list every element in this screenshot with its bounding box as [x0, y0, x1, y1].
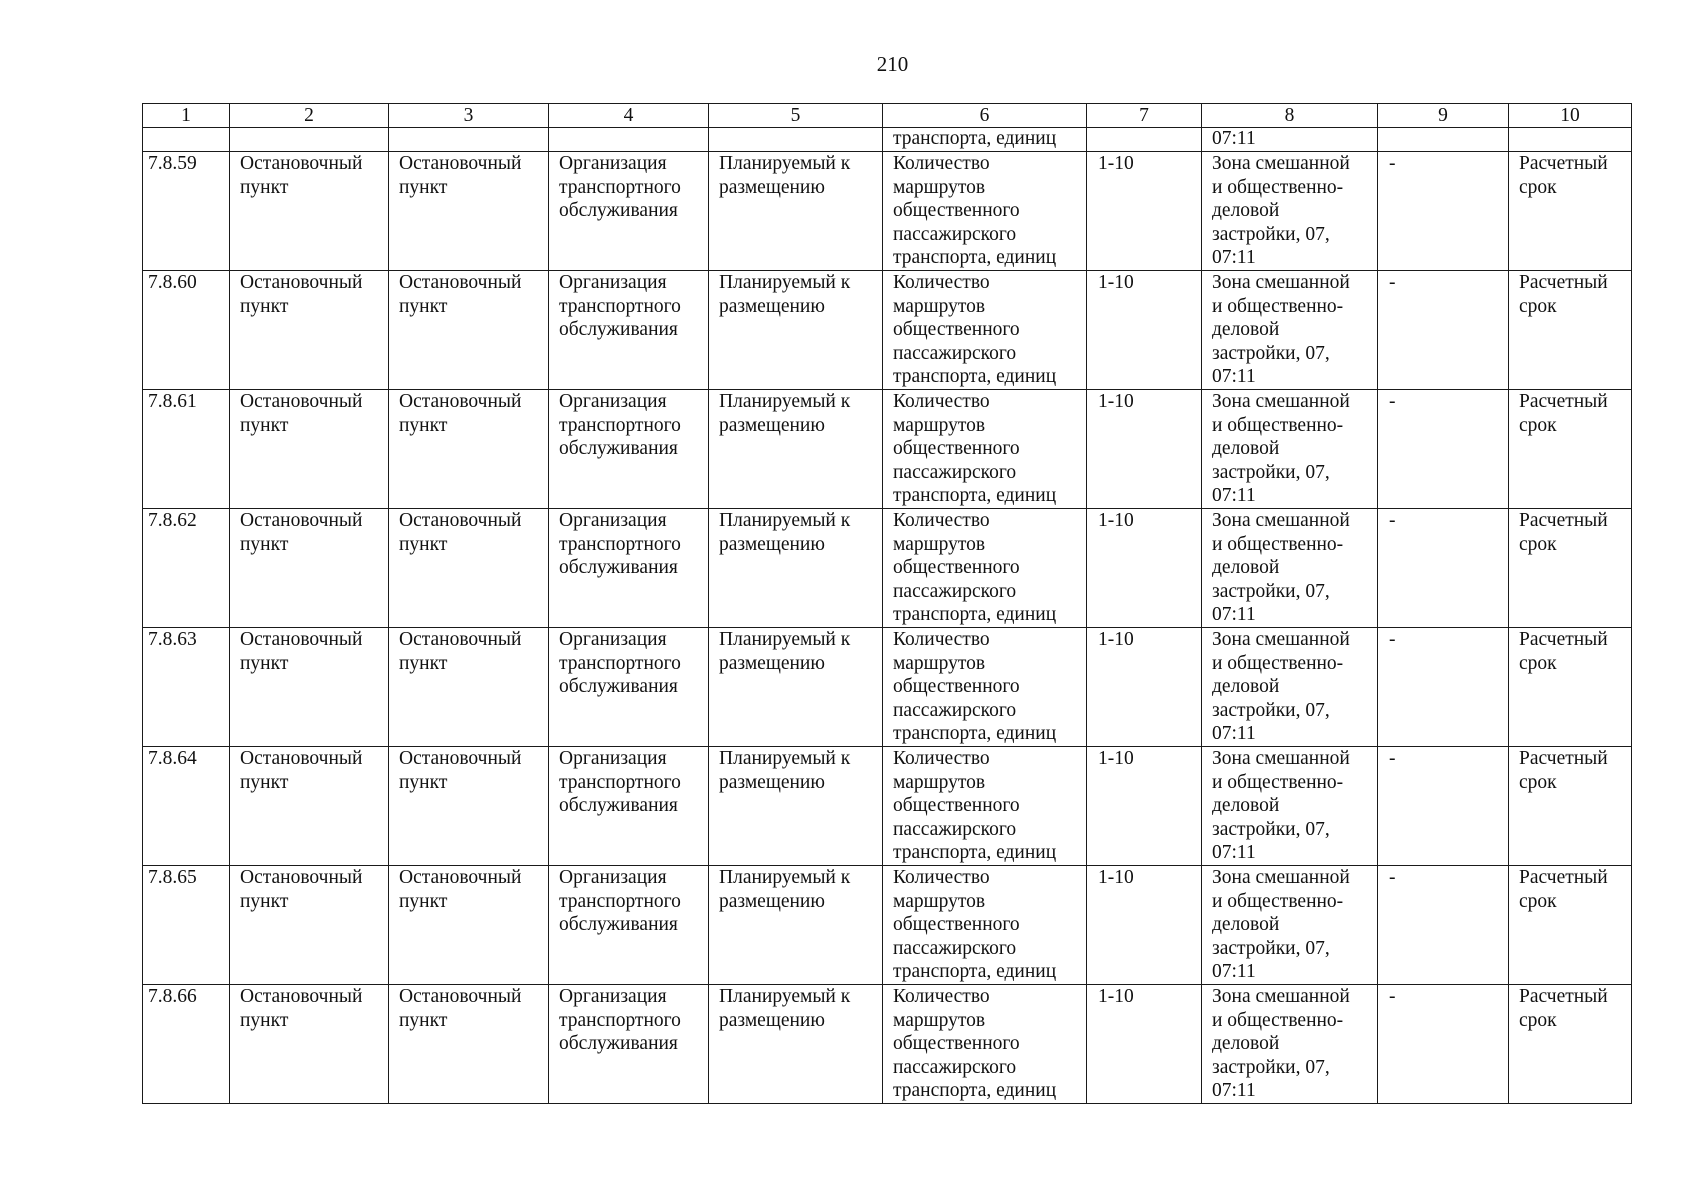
- term-cell: [1509, 628, 1632, 747]
- value-cell-text: 1-10: [1098, 391, 1134, 412]
- zone-cell: [1202, 747, 1378, 866]
- row-number-cell: [143, 866, 230, 985]
- term-cell: [1509, 509, 1632, 628]
- purpose-cell-text: Организация транспортного обслуживания: [559, 510, 681, 578]
- object-name-cell-text: Остановочный пункт: [399, 629, 522, 674]
- object-name-cell: [389, 628, 549, 747]
- column-header: 6: [883, 104, 1087, 128]
- status-cell-text: Планируемый к размещению: [719, 391, 851, 436]
- purpose-cell-text: Организация транспортного обслуживания: [559, 867, 681, 935]
- table-row: [143, 271, 1632, 390]
- characteristic-cell: [883, 985, 1087, 1104]
- object-type-cell: [230, 747, 389, 866]
- security-zone-cell-text: -: [1389, 153, 1396, 174]
- table-row: [143, 390, 1632, 509]
- zone-cell-text: Зона смешанной и общественно- деловой застройки, 07, 07:11: [1212, 153, 1350, 268]
- status-cell-text: Планируемый к размещению: [719, 986, 851, 1031]
- row-number-cell-text: 7.8.62: [148, 510, 197, 531]
- row-number-cell: [143, 152, 230, 271]
- value-cell-text: 1-10: [1098, 153, 1134, 174]
- object-name-cell-text: Остановочный пункт: [399, 510, 522, 555]
- status-cell: [709, 509, 883, 628]
- status-cell-text: Планируемый к размещению: [719, 153, 851, 198]
- characteristic-cell: [883, 628, 1087, 747]
- zone-cell: [1202, 509, 1378, 628]
- zone-cell: [1202, 628, 1378, 747]
- security-zone-cell: [1378, 866, 1509, 985]
- characteristic-cell-text: Количество маршрутов общественного пассажирского транспорта, единиц: [893, 629, 1057, 744]
- table-cell: [549, 128, 709, 152]
- characteristic-cell: [883, 390, 1087, 509]
- object-type-cell: [230, 152, 389, 271]
- status-cell-text: Планируемый к размещению: [719, 867, 851, 912]
- purpose-cell-text: Организация транспортного обслуживания: [559, 629, 681, 697]
- zone-cell-text: Зона смешанной и общественно- деловой застройки, 07, 07:11: [1212, 986, 1350, 1101]
- status-cell: [709, 152, 883, 271]
- term-cell: [1509, 866, 1632, 985]
- objects-table: [142, 103, 1632, 1104]
- table-row: [143, 747, 1632, 866]
- status-cell-text: Планируемый к размещению: [719, 510, 851, 555]
- purpose-cell: [549, 985, 709, 1104]
- table-cell: [1087, 128, 1202, 152]
- term-cell-text: Расчетный срок: [1519, 867, 1608, 912]
- object-type-cell-text: Остановочный пункт: [240, 629, 363, 674]
- table-row: [143, 628, 1632, 747]
- security-zone-cell: [1378, 985, 1509, 1104]
- purpose-cell: [549, 628, 709, 747]
- purpose-cell: [549, 747, 709, 866]
- characteristic-cell-text: Количество маршрутов общественного пассажирского транспорта, единиц: [893, 272, 1057, 387]
- row-number-cell-text: 7.8.65: [148, 867, 197, 888]
- characteristic-cell: [883, 866, 1087, 985]
- row-number-cell-text: 7.8.61: [148, 391, 197, 412]
- characteristic-cell: [883, 271, 1087, 390]
- term-cell: [1509, 390, 1632, 509]
- object-name-cell-text: Остановочный пункт: [399, 391, 522, 436]
- row-number-cell: [143, 509, 230, 628]
- characteristic-cell: [883, 747, 1087, 866]
- value-cell: [1087, 390, 1202, 509]
- object-type-cell: [230, 628, 389, 747]
- row-number-cell-text: 7.8.59: [148, 153, 197, 174]
- page-number: 210: [876, 52, 909, 76]
- characteristic-cell-text: Количество маршрутов общественного пассажирского транспорта, единиц: [893, 153, 1057, 268]
- value-cell-text: 1-10: [1098, 748, 1134, 769]
- object-type-cell-text: Остановочный пункт: [240, 748, 363, 793]
- status-cell: [709, 866, 883, 985]
- table-cell: [709, 128, 883, 152]
- table-cell: [143, 128, 230, 152]
- column-header: 5: [709, 104, 883, 128]
- purpose-cell-text: Организация транспортного обслуживания: [559, 153, 681, 221]
- characteristic-cell-text: Количество маршрутов общественного пассажирского транспорта, единиц: [893, 510, 1057, 625]
- object-name-cell: [389, 866, 549, 985]
- purpose-cell: [549, 152, 709, 271]
- security-zone-cell: [1378, 509, 1509, 628]
- object-type-cell-text: Остановочный пункт: [240, 272, 363, 317]
- status-cell: [709, 747, 883, 866]
- zone-cell-text: Зона смешанной и общественно- деловой застройки, 07, 07:11: [1212, 629, 1350, 744]
- value-cell: [1087, 509, 1202, 628]
- table-row: [143, 866, 1632, 985]
- table-cell: [389, 128, 549, 152]
- security-zone-cell: [1378, 152, 1509, 271]
- row-number-cell-text: 7.8.64: [148, 748, 197, 769]
- column-header: 8: [1202, 104, 1378, 128]
- object-type-cell: [230, 866, 389, 985]
- status-cell-text: Планируемый к размещению: [719, 748, 851, 793]
- table-cell: [1509, 128, 1632, 152]
- term-cell: [1509, 271, 1632, 390]
- purpose-cell: [549, 390, 709, 509]
- object-type-cell-text: Остановочный пункт: [240, 986, 363, 1031]
- object-name-cell-text: Остановочный пункт: [399, 986, 522, 1031]
- value-cell: [1087, 628, 1202, 747]
- table-cell: транспорта, единиц: [883, 128, 1087, 152]
- purpose-cell-text: Организация транспортного обслуживания: [559, 272, 681, 340]
- purpose-cell-text: Организация транспортного обслуживания: [559, 748, 681, 816]
- zone-cell-text: Зона смешанной и общественно- деловой застройки, 07, 07:11: [1212, 510, 1350, 625]
- object-type-cell-text: Остановочный пункт: [240, 510, 363, 555]
- row-number-cell: [143, 985, 230, 1104]
- column-header: 3: [389, 104, 549, 128]
- table-cell: 07:11: [1202, 128, 1378, 152]
- value-cell-text: 1-10: [1098, 510, 1134, 531]
- security-zone-cell-text: -: [1389, 510, 1396, 531]
- characteristic-cell-text: Количество маршрутов общественного пассажирского транспорта, единиц: [893, 986, 1057, 1101]
- purpose-cell: [549, 509, 709, 628]
- term-cell: [1509, 747, 1632, 866]
- object-type-cell-text: Остановочный пункт: [240, 153, 363, 198]
- object-type-cell-text: Остановочный пункт: [240, 867, 363, 912]
- row-number-cell-text: 7.8.60: [148, 272, 197, 293]
- security-zone-cell: [1378, 271, 1509, 390]
- object-type-cell: [230, 985, 389, 1104]
- status-cell: [709, 628, 883, 747]
- term-cell-text: Расчетный срок: [1519, 510, 1608, 555]
- column-header: 2: [230, 104, 389, 128]
- status-cell: [709, 985, 883, 1104]
- object-name-cell: [389, 271, 549, 390]
- term-cell: [1509, 985, 1632, 1104]
- characteristic-cell: [883, 509, 1087, 628]
- row-number-cell-text: 7.8.63: [148, 629, 197, 650]
- security-zone-cell-text: -: [1389, 391, 1396, 412]
- security-zone-cell: [1378, 747, 1509, 866]
- object-name-cell: [389, 509, 549, 628]
- value-cell: [1087, 985, 1202, 1104]
- status-cell-text: Планируемый к размещению: [719, 629, 851, 674]
- object-type-cell: [230, 271, 389, 390]
- security-zone-cell-text: -: [1389, 629, 1396, 650]
- value-cell: [1087, 866, 1202, 985]
- purpose-cell-text: Организация транспортного обслуживания: [559, 391, 681, 459]
- zone-cell-text: Зона смешанной и общественно- деловой застройки, 07, 07:11: [1212, 272, 1350, 387]
- table-cell: [1378, 128, 1509, 152]
- zone-cell: [1202, 985, 1378, 1104]
- value-cell: [1087, 152, 1202, 271]
- purpose-cell-text: Организация транспортного обслуживания: [559, 986, 681, 1054]
- value-cell: [1087, 271, 1202, 390]
- table-row: [143, 509, 1632, 628]
- term-cell-text: Расчетный срок: [1519, 391, 1608, 436]
- status-cell: [709, 390, 883, 509]
- value-cell-text: 1-10: [1098, 272, 1134, 293]
- zone-cell: [1202, 152, 1378, 271]
- security-zone-cell-text: -: [1389, 748, 1396, 769]
- zone-cell-text: Зона смешанной и общественно- деловой застройки, 07, 07:11: [1212, 748, 1350, 863]
- row-number-cell-text: 7.8.66: [148, 986, 197, 1007]
- zone-cell-text: Зона смешанной и общественно- деловой застройки, 07, 07:11: [1212, 391, 1350, 506]
- object-type-cell-text: Остановочный пункт: [240, 391, 363, 436]
- value-cell: [1087, 747, 1202, 866]
- object-type-cell: [230, 509, 389, 628]
- value-cell-text: 1-10: [1098, 986, 1134, 1007]
- object-name-cell-text: Остановочный пункт: [399, 867, 522, 912]
- zone-cell: [1202, 866, 1378, 985]
- object-name-cell-text: Остановочный пункт: [399, 748, 522, 793]
- term-cell-text: Расчетный срок: [1519, 748, 1608, 793]
- table-row: [143, 985, 1632, 1104]
- row-number-cell: [143, 390, 230, 509]
- characteristic-cell-text: Количество маршрутов общественного пассажирского транспорта, единиц: [893, 867, 1057, 982]
- zone-cell: [1202, 390, 1378, 509]
- term-cell: [1509, 152, 1632, 271]
- column-header: 7: [1087, 104, 1202, 128]
- value-cell-text: 1-10: [1098, 629, 1134, 650]
- term-cell-text: Расчетный срок: [1519, 986, 1608, 1031]
- row-number-cell: [143, 747, 230, 866]
- term-cell-text: Расчетный срок: [1519, 629, 1608, 674]
- column-number-row: [143, 104, 1632, 128]
- term-cell-text: Расчетный срок: [1519, 153, 1608, 198]
- object-type-cell: [230, 390, 389, 509]
- characteristic-cell-text: Количество маршрутов общественного пассажирского транспорта, единиц: [893, 391, 1057, 506]
- object-name-cell: [389, 152, 549, 271]
- object-name-cell-text: Остановочный пункт: [399, 272, 522, 317]
- characteristic-cell-text: Количество маршрутов общественного пассажирского транспорта, единиц: [893, 748, 1057, 863]
- column-header: 9: [1378, 104, 1509, 128]
- security-zone-cell-text: -: [1389, 867, 1396, 888]
- characteristic-cell: [883, 152, 1087, 271]
- status-cell: [709, 271, 883, 390]
- zone-cell: [1202, 271, 1378, 390]
- zone-cell-text: Зона смешанной и общественно- деловой застройки, 07, 07:11: [1212, 867, 1350, 982]
- object-name-cell-text: Остановочный пункт: [399, 153, 522, 198]
- column-header: 1: [143, 104, 230, 128]
- object-name-cell: [389, 747, 549, 866]
- row-number-cell: [143, 628, 230, 747]
- security-zone-cell-text: -: [1389, 986, 1396, 1007]
- purpose-cell: [549, 271, 709, 390]
- continuation-row: [143, 128, 1632, 152]
- column-header: 10: [1509, 104, 1632, 128]
- security-zone-cell: [1378, 628, 1509, 747]
- table-cell: [230, 128, 389, 152]
- security-zone-cell-text: -: [1389, 272, 1396, 293]
- term-cell-text: Расчетный срок: [1519, 272, 1608, 317]
- column-header: 4: [549, 104, 709, 128]
- security-zone-cell: [1378, 390, 1509, 509]
- status-cell-text: Планируемый к размещению: [719, 272, 851, 317]
- object-name-cell: [389, 390, 549, 509]
- object-name-cell: [389, 985, 549, 1104]
- row-number-cell: [143, 271, 230, 390]
- value-cell-text: 1-10: [1098, 867, 1134, 888]
- table-row: [143, 152, 1632, 271]
- purpose-cell: [549, 866, 709, 985]
